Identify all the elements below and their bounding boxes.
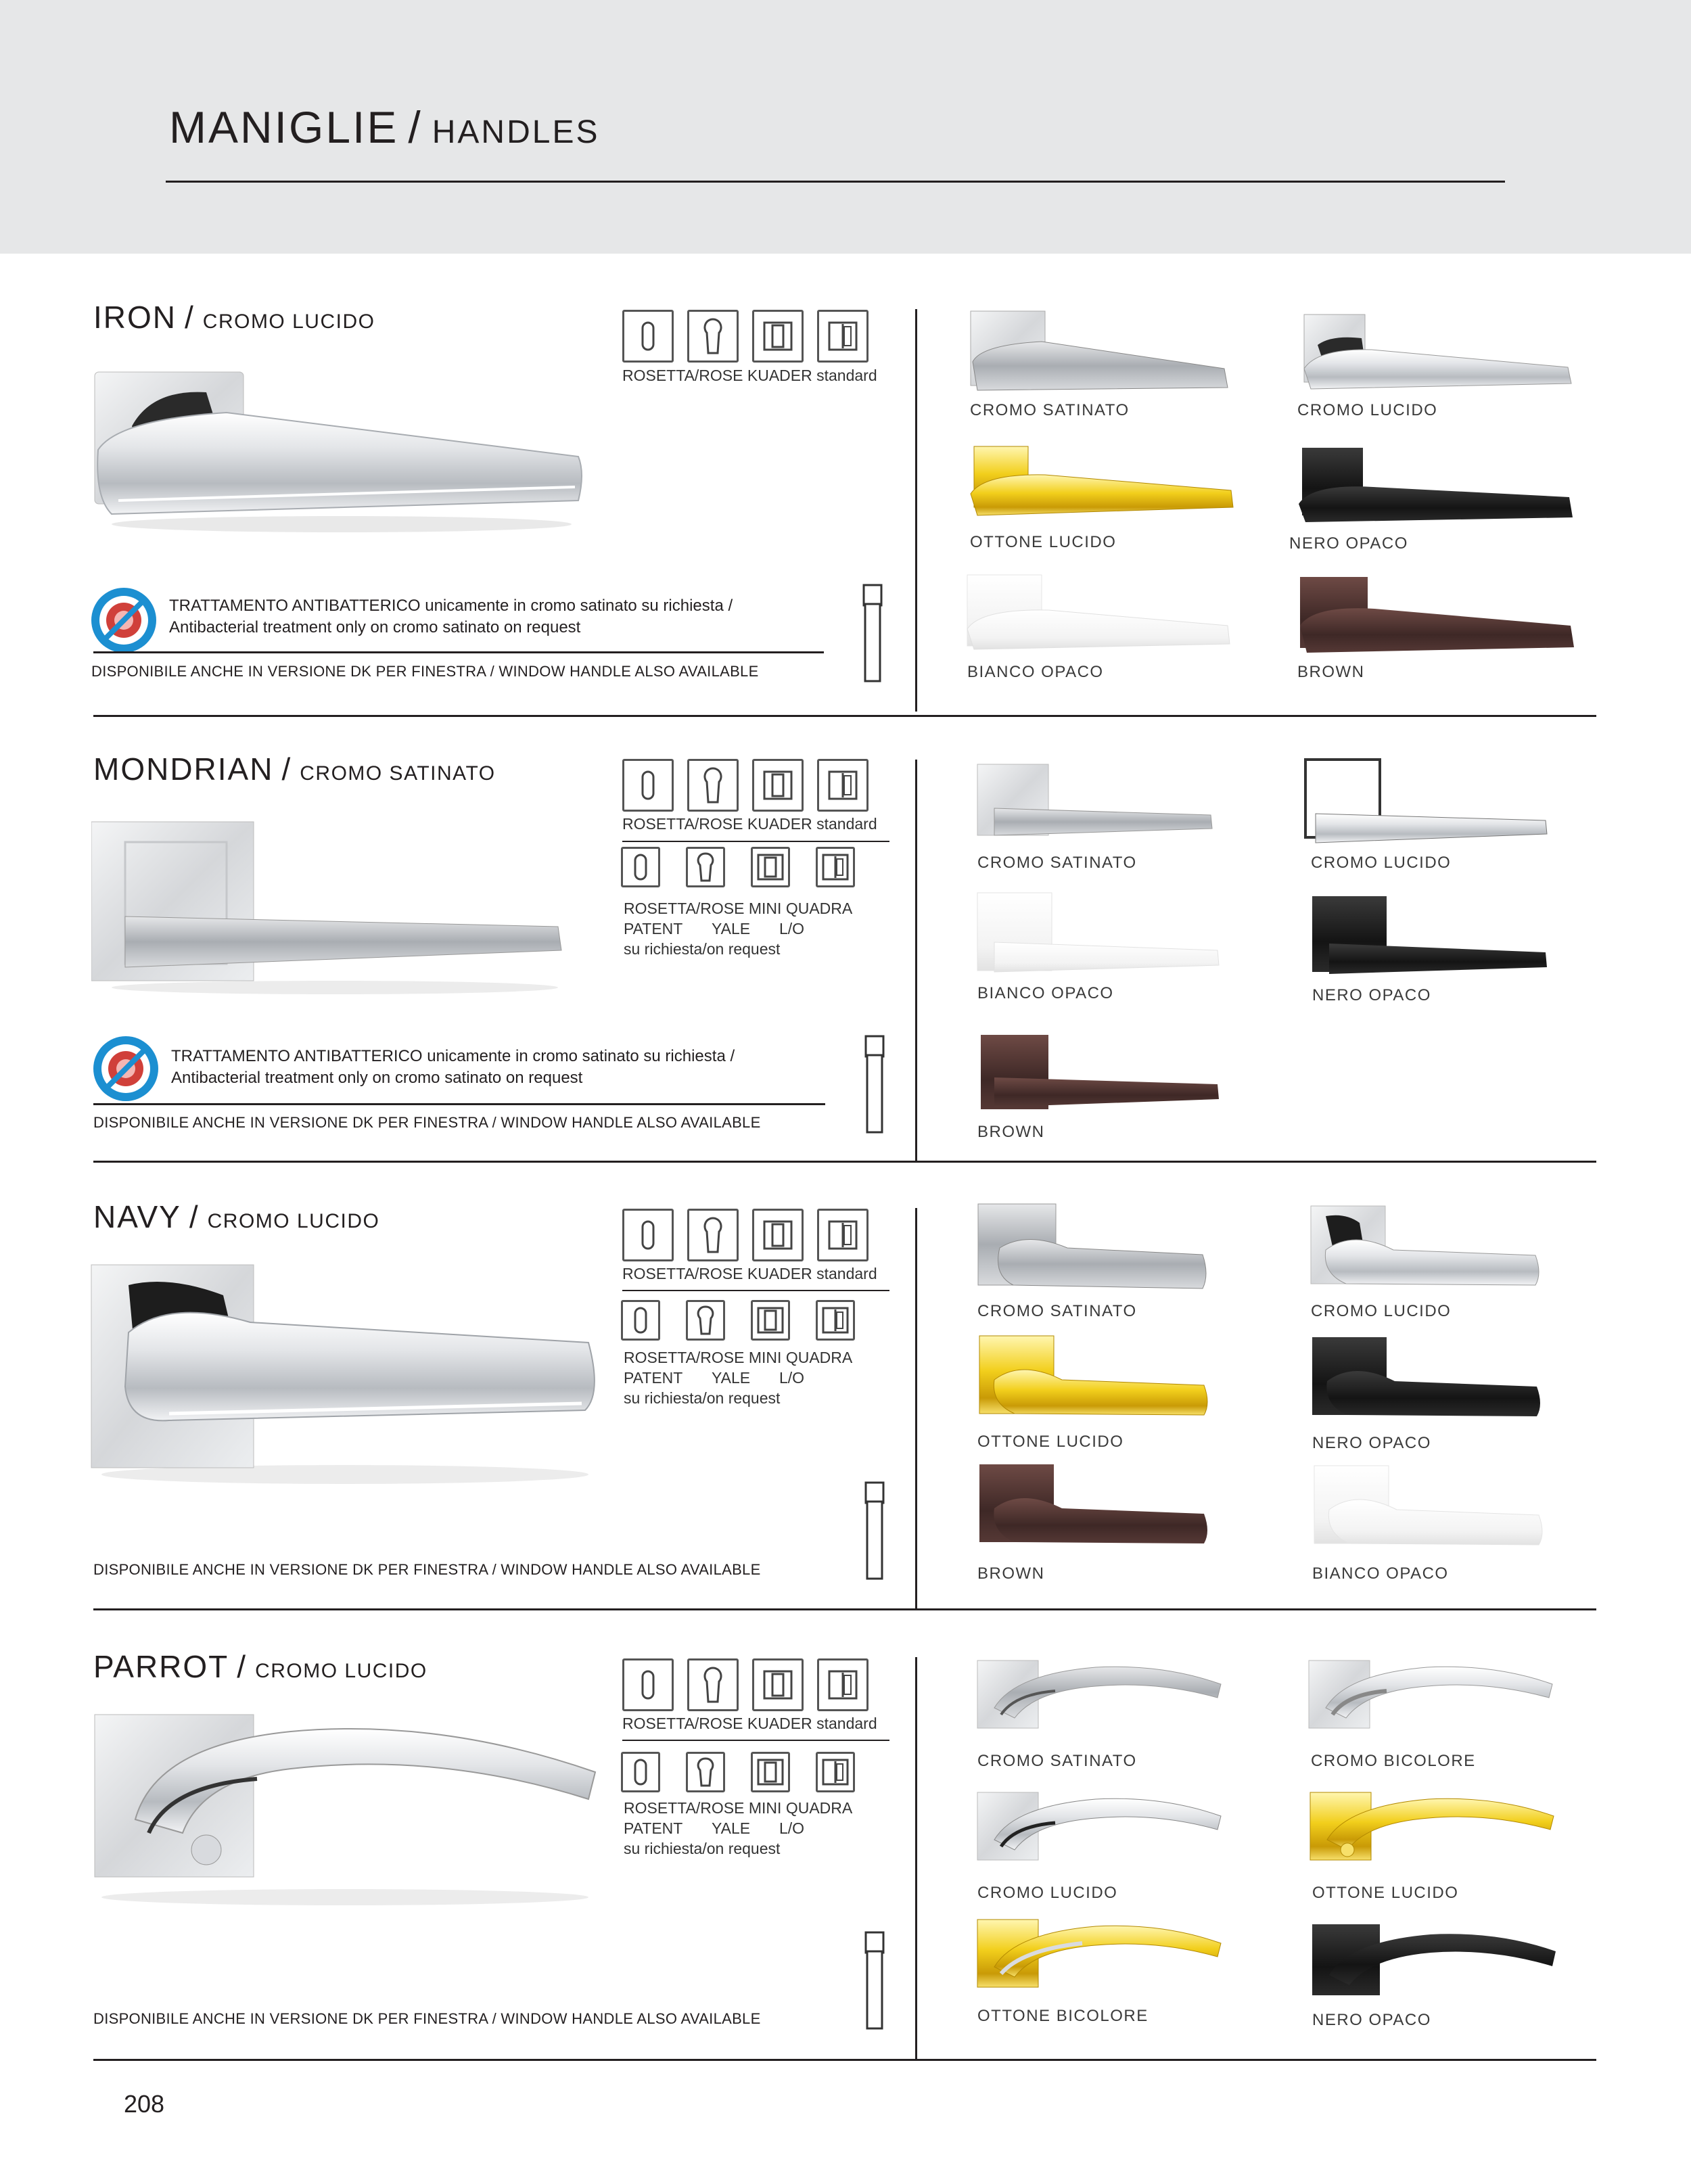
patent-rose-icon [621,847,660,887]
variant-image [973,1201,1209,1295]
column-divider [915,309,917,712]
rose-mini-note [624,1798,852,1859]
rose-mini-label: ROSETTA/ROSE MINI QUADRA [624,900,853,917]
section-bottom-rule [93,2059,1596,2061]
rose-icons-kuader [622,759,868,812]
variant-image [1302,756,1552,847]
rose-kuader-label: ROSETTA/ROSE KUADER standard [622,815,877,833]
rose-mini-codes [624,1368,852,1388]
page-title-separator: / [408,102,423,152]
code-yale: YALE [712,1819,751,1837]
rose-kuader-label: ROSETTA/ROSE KUADER standard [622,367,877,384]
lo-rose-icon [816,1300,855,1341]
variant-label: BROWN [977,1123,1045,1141]
wc-rose-icon [751,847,790,887]
patent-rose-icon [622,1209,674,1261]
hero-handle-image [88,1258,602,1491]
variant-image [974,1913,1224,1997]
code-lo: L/O [779,1819,805,1837]
lo-rose-icon [816,847,855,887]
section-title [93,1199,379,1235]
rose-mini-codes [624,919,852,939]
title-separator: / [189,1199,200,1234]
title-separator: / [237,1649,248,1684]
rose-icons-kuader [622,1209,868,1261]
variant-label: CROMO LUCIDO [977,1884,1118,1902]
antibacterial-line2: Antibacterial treatment only on cromo satinato on request [171,1069,583,1087]
variant-label: BROWN [1297,663,1365,681]
column-divider [915,760,917,1161]
wc-rose-icon [752,1209,804,1261]
patent-rose-icon [622,1658,674,1711]
variant-image [974,761,1218,842]
product-name: PARROT [93,1649,229,1684]
code-patent: PATENT [624,920,683,937]
yale-rose-icon [687,1209,739,1261]
rose-mini-label: ROSETTA/ROSE MINI QUADRA [624,1349,853,1366]
variant-label: OTTONE LUCIDO [970,533,1117,551]
variant-image [974,1786,1224,1870]
code-yale: YALE [712,1369,751,1387]
variant-image [974,1031,1224,1119]
variant-image [974,1654,1224,1738]
rose-icons-mini [621,847,855,887]
variant-label: CROMO LUCIDO [1311,1302,1452,1320]
rose-mini-note [624,1347,852,1408]
rose-icons-kuader [622,310,868,363]
rose-icons-mini [621,1300,855,1341]
variant-label: CROMO SATINATO [970,401,1130,419]
wc-rose-icon [751,1752,790,1792]
variant-label: CROMO LUCIDO [1297,401,1438,419]
rose-request-note: su richiesta/on request [624,940,781,958]
lo-rose-icon [817,1209,868,1261]
rose-request-note: su richiesta/on request [624,1840,781,1857]
dk-window-note: DISPONIBILE ANCHE IN VERSIONE DK PER FINESTRA / WINDOW HANDLE ALSO AVAILABLE [93,1114,761,1131]
wc-rose-icon [752,1658,804,1711]
yale-rose-icon [686,1300,725,1341]
rose-icons-mini [621,1752,855,1792]
hero-handle-image [91,362,592,541]
variant-image [1292,440,1576,528]
yale-rose-icon [686,847,725,887]
variant-label: CROMO SATINATO [977,1752,1137,1770]
lo-rose-icon [817,310,868,363]
title-separator: / [281,751,292,787]
variant-label: NERO OPACO [1312,1434,1431,1452]
variant-image [1297,308,1575,396]
variant-label: OTTONE LUCIDO [1312,1884,1459,1902]
antibacterial-rule [93,651,824,653]
variant-image [974,1332,1211,1424]
section-bottom-rule [93,1161,1596,1163]
header-rule [166,181,1505,183]
variant-label: BIANCO OPACO [967,663,1104,681]
dk-window-note: DISPONIBILE ANCHE IN VERSIONE DK PER FINESTRA / WINDOW HANDLE ALSO AVAILABLE [91,663,759,680]
variant-label: NERO OPACO [1289,534,1408,553]
antibacterial-line1: TRATTAMENTO ANTIBATTERICO unicamente in cromo satinato su richiesta / [169,597,733,615]
section-title [93,751,496,787]
rose-rule [622,841,889,842]
code-yale: YALE [712,920,751,937]
variant-image [1293,572,1577,659]
variant-label: NERO OPACO [1312,2011,1431,2029]
product-name: MONDRIAN [93,751,274,787]
column-divider [915,1657,917,2060]
window-handle-icon [864,1931,885,2035]
variant-image [1307,1334,1544,1425]
variant-label: BIANCO OPACO [1312,1564,1449,1583]
variant-image [974,1461,1211,1552]
rose-request-note: su richiesta/on request [624,1389,781,1407]
yale-rose-icon [687,310,739,363]
hero-handle-image [91,815,578,1001]
antibacterial-rule [93,1103,825,1105]
lo-rose-icon [816,1752,855,1792]
product-finish: CROMO LUCIDO [255,1660,427,1682]
antibacterial-line2: Antibacterial treatment only on cromo satinato on request [169,618,581,636]
rose-kuader-label: ROSETTA/ROSE KUADER standard [622,1265,877,1282]
yale-rose-icon [686,1752,725,1792]
variant-label: CROMO SATINATO [977,854,1137,872]
rose-kuader-label: ROSETTA/ROSE KUADER standard [622,1715,877,1732]
variant-image [1305,1654,1556,1738]
page-number: 208 [124,2090,165,2118]
variant-label: NERO OPACO [1312,986,1431,1004]
code-lo: L/O [779,920,805,937]
section-bottom-rule [93,1608,1596,1610]
variant-image [1305,1203,1542,1294]
variant-label: CROMO LUCIDO [1311,854,1452,872]
product-finish: CROMO LUCIDO [207,1210,380,1232]
patent-rose-icon [621,1752,660,1792]
rose-mini-codes [624,1818,852,1838]
product-finish: CROMO SATINATO [300,762,496,785]
variant-image [1309,1462,1546,1554]
antibacterial-note [171,1046,735,1089]
variant-image [960,568,1231,656]
window-handle-icon [862,584,883,687]
product-finish: CROMO LUCIDO [202,310,375,333]
rose-icons-kuader [622,1658,868,1711]
patent-rose-icon [621,1300,660,1341]
yale-rose-icon [687,759,739,812]
antibacterial-badge-icon [90,586,158,654]
variant-label: CROMO BICOLORE [1311,1752,1476,1770]
variant-image [964,440,1234,521]
dk-window-note: DISPONIBILE ANCHE IN VERSIONE DK PER FINESTRA / WINDOW HANDLE ALSO AVAILABLE [93,2010,761,2027]
wc-rose-icon [751,1300,790,1341]
variant-label: BIANCO OPACO [977,984,1114,1002]
rose-mini-note [624,898,852,959]
window-handle-icon [864,1481,885,1585]
yale-rose-icon [687,1658,739,1711]
rose-rule [622,1290,889,1291]
variant-label: CROMO SATINATO [977,1302,1137,1320]
antibacterial-note [169,595,733,638]
rose-rule [622,1740,889,1741]
wc-rose-icon [752,310,804,363]
column-divider [915,1208,917,1608]
variant-image [1309,1918,1559,2002]
page-title [169,101,599,153]
code-lo: L/O [779,1369,805,1387]
page-title-main: MANIGLIE [169,102,399,152]
variant-label: BROWN [977,1564,1045,1583]
product-name: NAVY [93,1199,181,1234]
wc-rose-icon [752,759,804,812]
section-title [93,1648,427,1685]
lo-rose-icon [817,759,868,812]
variant-label: OTTONE LUCIDO [977,1433,1124,1451]
section-title [93,299,375,335]
patent-rose-icon [622,310,674,363]
hero-handle-image [88,1704,609,1911]
variant-image [974,889,1224,977]
variant-image [1307,1786,1557,1870]
patent-rose-icon [622,759,674,812]
product-name: IRON [93,300,177,335]
lo-rose-icon [817,1658,868,1711]
code-patent: PATENT [624,1369,683,1387]
title-separator: / [185,300,195,335]
page-title-sub: HANDLES [432,114,600,150]
variant-image [967,308,1231,396]
antibacterial-line1: TRATTAMENTO ANTIBATTERICO unicamente in cromo satinato su richiesta / [171,1047,735,1065]
code-patent: PATENT [624,1819,683,1837]
antibacterial-badge-icon [92,1035,160,1102]
window-handle-icon [864,1035,885,1138]
rose-mini-label: ROSETTA/ROSE MINI QUADRA [624,1799,853,1817]
variant-label: OTTONE BICOLORE [977,2007,1149,2025]
section-bottom-rule [93,715,1596,717]
dk-window-note: DISPONIBILE ANCHE IN VERSIONE DK PER FINESTRA / WINDOW HANDLE ALSO AVAILABLE [93,1561,761,1578]
variant-image [1309,893,1552,981]
